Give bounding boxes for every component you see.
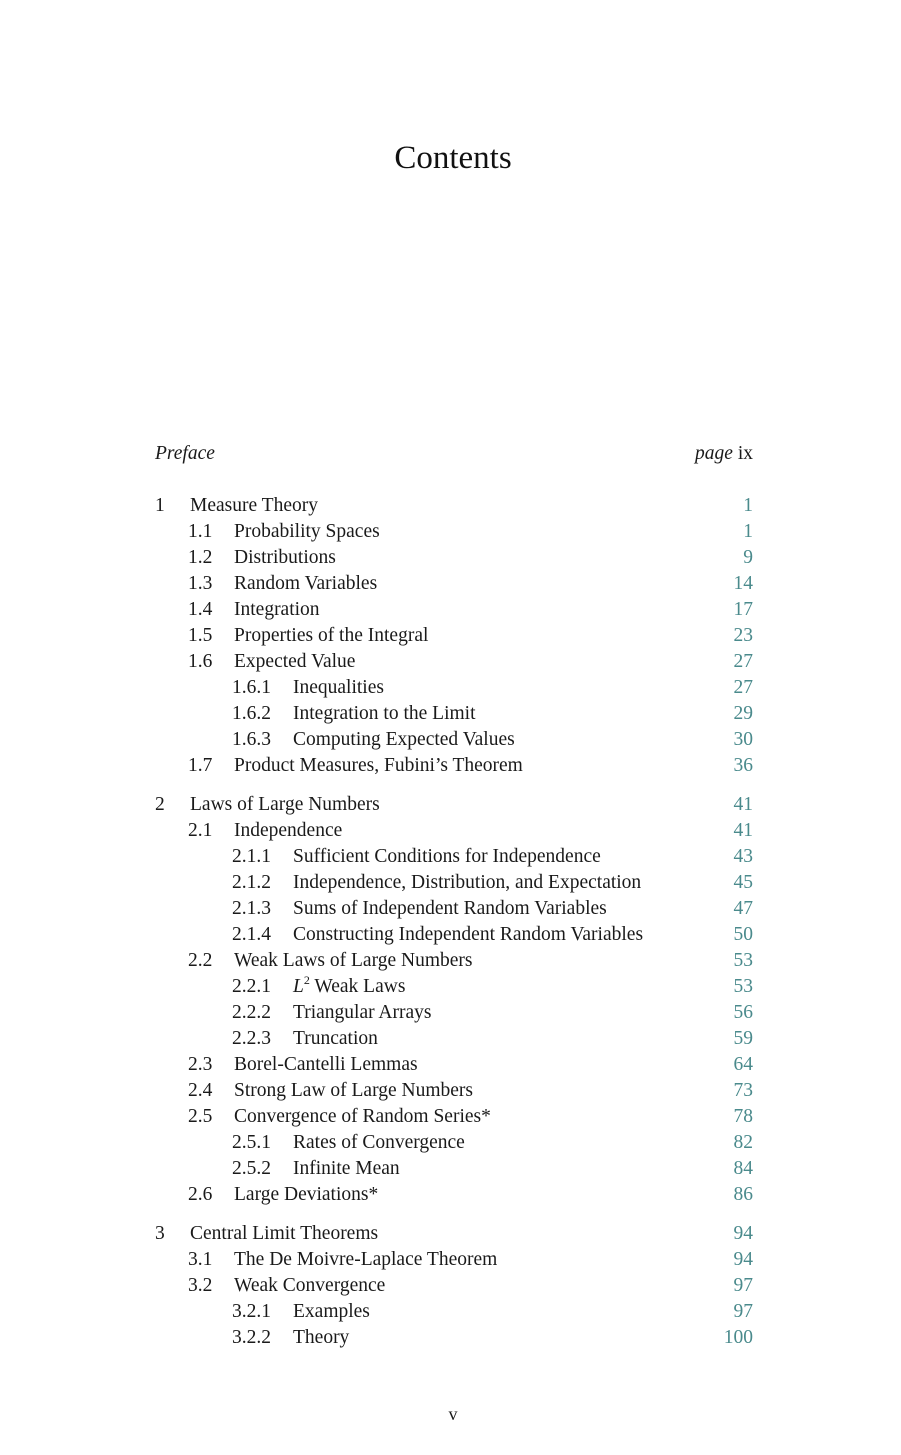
toc-subsection[interactable] [155,844,753,870]
toc-entry-page: 41 [733,820,753,841]
toc-entry-page: 50 [733,924,753,945]
toc-section[interactable] [155,753,753,779]
toc-entry-page: 84 [733,1158,753,1179]
toc-subsection[interactable] [155,1026,753,1052]
toc-entry-page: 53 [733,950,753,971]
toc-entry-number: 2.1.3 [232,898,271,919]
toc-entry-title: Integration [234,599,320,620]
toc-entry-number: 2.5.1 [232,1132,271,1153]
toc-section[interactable] [155,649,753,675]
toc-entry-page: 56 [733,1002,753,1023]
toc-entry-title: Random Variables [234,573,378,594]
toc-entry-title: Central Limit Theorems [190,1223,379,1244]
toc-subsection[interactable] [155,701,753,727]
toc-entry-number: 1.6.1 [232,677,271,698]
toc-entry-page: 27 [733,677,753,698]
page-prefix: page [695,443,733,464]
toc-entry-page: 41 [733,794,753,815]
toc-subsection[interactable] [155,1299,753,1325]
toc-entry-page [695,441,753,467]
toc-section[interactable] [155,948,753,974]
toc-entry-page: 73 [733,1080,753,1101]
toc-entry-title: Weak Laws of Large Numbers [234,950,473,971]
toc-entry-title: Constructing Independent Random Variables [293,924,644,945]
toc-entry-title: Distributions [234,547,336,568]
toc-entry-title: Measure Theory [190,495,318,516]
toc-entry-title: Infinite Mean [293,1158,400,1179]
toc-section[interactable] [155,1052,753,1078]
toc-entry-page: 14 [733,573,753,594]
toc-entry-title: Inequalities [293,677,384,698]
toc-entry-title: Independence [234,820,343,841]
toc-section[interactable] [155,1247,753,1273]
toc-entry-number: 2.3 [188,1054,213,1075]
toc-subsection[interactable] [155,1130,753,1156]
toc-entry-number: 2.4 [188,1080,213,1101]
math-symbol: L [293,976,304,997]
toc-entry-title: Laws of Large Numbers [190,794,380,815]
toc-entry-title: Theory [293,1327,350,1348]
toc-section[interactable] [155,571,753,597]
toc-entry-number: 2.1.4 [232,924,271,945]
toc-entry-number: 2.6 [188,1184,213,1205]
toc-entry-page: 17 [733,599,753,620]
toc-section[interactable] [155,597,753,623]
toc-section[interactable] [155,818,753,844]
toc-section[interactable] [155,545,753,571]
toc-section[interactable] [155,1078,753,1104]
toc-entry-title: Convergence of Random Series* [234,1106,491,1127]
toc-entry-page: 45 [733,872,753,893]
toc-entry-title-text: Weak Laws [314,976,406,997]
toc-entry-title: The De Moivre-Laplace Theorem [234,1249,498,1270]
toc-entry-title: Integration to the Limit [293,703,476,724]
toc-entry-number: 2.1.1 [232,846,271,867]
toc-entry-number: 1.4 [188,599,213,620]
toc-entry-number: 3.2 [188,1275,213,1296]
toc-entry-page: 97 [733,1275,753,1296]
toc-entry-number: 1.5 [188,625,213,646]
page-folio: v [448,1404,458,1424]
toc-subsection[interactable] [155,727,753,753]
toc-entry-title: Strong Law of Large Numbers [234,1080,473,1101]
toc-entry-number: 1.3 [188,573,213,594]
toc-entry-number: 2 [155,794,165,815]
toc-entry-page: 78 [733,1106,753,1127]
toc-entry-page: 59 [733,1028,753,1049]
toc-entry-page: 86 [733,1184,753,1205]
toc-entry-title: Large Deviations* [234,1184,379,1205]
toc-chapter[interactable] [155,1221,753,1247]
toc-entry-number: 2.2.2 [232,1002,271,1023]
math-superscript: 2 [303,972,310,987]
toc-entry-title: Weak Convergence [234,1275,386,1296]
toc-entry-title: Expected Value [234,651,356,672]
toc-entry-title: Rates of Convergence [293,1132,465,1153]
toc-entry-number: 1.1 [188,521,213,542]
toc-entry-page: 1 [743,521,753,542]
toc-entry-title: Sufficient Conditions for Independence [293,846,601,867]
toc-section[interactable] [155,1182,753,1208]
toc-entry-page: 36 [733,755,753,776]
toc-entry-page: 97 [733,1301,753,1322]
toc-entry-number: 1.6.2 [232,703,271,724]
toc-entry-page: 30 [733,729,753,750]
table-of-contents [155,441,753,1351]
toc-entry-page: 9 [743,547,753,568]
toc-entry-number: 3.2.1 [232,1301,271,1322]
toc-subsection[interactable] [155,870,753,896]
toc-entry-title [293,974,405,1000]
page-title: Contents [394,140,512,176]
toc-entry-number: 3 [155,1223,165,1244]
toc-entry-page: 43 [733,846,753,867]
toc-entry-number: 3.2.2 [232,1327,271,1348]
toc-subsection[interactable] [155,1325,753,1351]
toc-subsection[interactable] [155,1000,753,1026]
toc-entry-page: 82 [733,1132,753,1153]
toc-section[interactable] [155,519,753,545]
toc-section[interactable] [155,1273,753,1299]
toc-chapter[interactable] [155,792,753,818]
toc-entry-page: 23 [733,625,753,646]
toc-entry-title: Independence, Distribution, and Expectation [293,872,642,893]
toc-entry-title: Sums of Independent Random Variables [293,898,607,919]
toc-subsection[interactable] [155,896,753,922]
toc-entry-title: Computing Expected Values [293,729,515,750]
toc-entry-number: 2.5.2 [232,1158,271,1179]
toc-entry-title: Truncation [293,1028,378,1049]
toc-entry-number: 2.5 [188,1106,213,1127]
toc-entry-page: 94 [733,1249,753,1270]
toc-entry-page: 100 [723,1327,753,1348]
toc-subsection[interactable] [155,922,753,948]
toc-entry-title: Product Measures, Fubini’s Theorem [234,755,523,776]
toc-entry-page: 94 [733,1223,753,1244]
toc-subsection[interactable] [155,675,753,701]
toc-entry-number: 2.2 [188,950,213,971]
toc-entry-number: 2.1.2 [232,872,271,893]
toc-entry-number: 2.1 [188,820,213,841]
toc-entry-number: 1.7 [188,755,213,776]
toc-subsection[interactable] [155,974,753,1000]
toc-subsection[interactable] [155,1156,753,1182]
toc-entry-number: 1 [155,495,165,516]
toc-entry-number: 2.2.1 [232,976,271,997]
toc-entry-page: 1 [743,495,753,516]
toc-section[interactable] [155,1104,753,1130]
preface-page-number: ix [737,443,753,464]
toc-entry-title: Preface [155,443,215,464]
toc-entry-page: 47 [733,898,753,919]
toc-entry-number: 1.6.3 [232,729,271,750]
toc-entry-page: 29 [733,703,753,724]
toc-entry-title: Properties of the Integral [234,625,429,646]
toc-entry-title: Triangular Arrays [293,1002,432,1023]
toc-entry-number: 1.2 [188,547,213,568]
toc-chapter[interactable] [155,493,753,519]
toc-entry-number: 1.6 [188,651,213,672]
toc-entry-number: 2.2.3 [232,1028,271,1049]
toc-entry-title: Probability Spaces [234,521,380,542]
toc-entry-number: 3.1 [188,1249,213,1270]
toc-entry-page: 64 [733,1054,753,1075]
toc-section[interactable] [155,623,753,649]
toc-entry-page: 27 [733,651,753,672]
toc-entry-preface[interactable] [155,441,753,467]
toc-entry-title: Borel-Cantelli Lemmas [234,1054,418,1075]
toc-entry-title: Examples [293,1301,370,1322]
toc-entry-page: 53 [733,976,753,997]
